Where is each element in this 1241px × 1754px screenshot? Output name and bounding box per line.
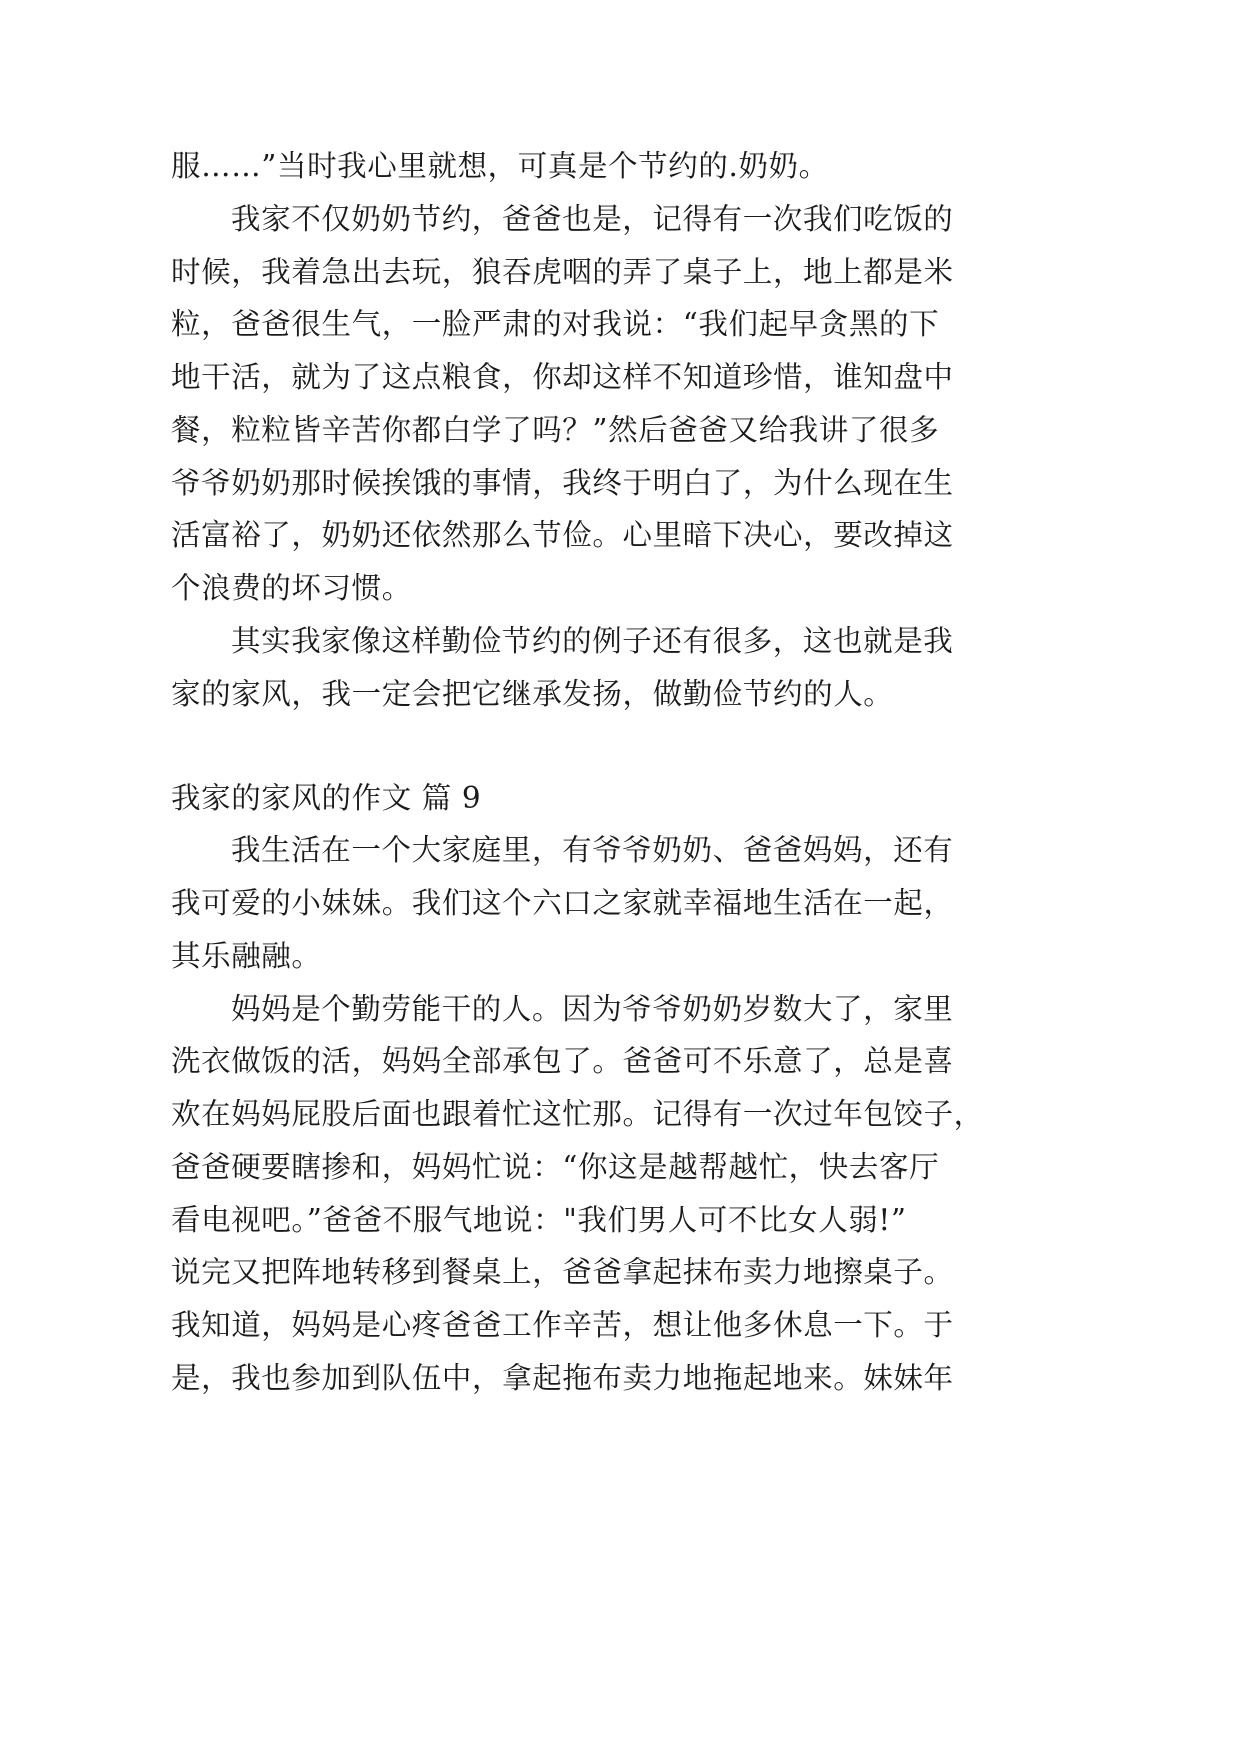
paragraph-start-line: 其实我家像这样勤俭节约的例子还有很多，这也就是我 (231, 624, 954, 658)
text-line: 爷爷奶奶那时候挨饿的事情，我终于明白了，为什么现在生 (171, 466, 954, 500)
text-line: 其乐融融。 (171, 939, 322, 973)
text-line: 个浪费的坏习惯。 (171, 571, 412, 605)
text-line: 餐，粒粒皆辛苦你都白学了吗？”然后爸爸又给我讲了很多 (171, 413, 940, 447)
text-line: 看电视吧。”爸爸不服气地说："我们男人可不比女人弱!” (171, 1203, 907, 1237)
paragraph-start-line: 妈妈是个勤劳能干的人。因为爷爷奶奶岁数大了，家里 (231, 992, 954, 1026)
text-line: 我知道，妈妈是心疼爸爸工作辛苦，想让他多休息一下。于 (171, 1308, 954, 1342)
text-line: 是，我也参加到队伍中，拿起拖布卖力地拖起地来。妹妹年 (171, 1361, 954, 1395)
text-line: 服……”当时我心里就想，可真是个节约的.奶奶。 (171, 149, 829, 183)
paragraph-start-line: 我生活在一个大家庭里，有爷爷奶奶、爸爸妈妈，还有 (231, 833, 954, 867)
text-line: 粒，爸爸很生气，一脸严肃的对我说：“我们起早贪黑的下 (171, 307, 940, 341)
text-line: 我可爱的小妹妹。我们这个六口之家就幸福地生活在一起， (171, 886, 954, 920)
text-line: 家的家风，我一定会把它继承发扬，做勤俭节约的人。 (171, 677, 894, 711)
text-line: 地干活，就为了这点粮食，你却这样不知道珍惜，谁知盘中 (171, 360, 954, 394)
text-line: 洗衣做饭的活，妈妈全部承包了。爸爸可不乐意了，总是喜 (171, 1044, 954, 1078)
text-line: 时候，我着急出去玩，狼吞虎咽的弄了桌子上，地上都是米 (171, 255, 954, 289)
paragraph-start-line: 我家不仅奶奶节约，爸爸也是，记得有一次我们吃饭的 (231, 202, 954, 236)
text-line: 说完又把阵地转移到餐桌上，爸爸拿起抹布卖力地擦桌子。 (171, 1255, 954, 1289)
text-line: 活富裕了，奶奶还依然那么节俭。心里暗下决心，要改掉这 (171, 518, 954, 552)
section-heading: 我家的家风的作文 篇 9 (171, 781, 482, 815)
text-line: 爸爸硬要瞎掺和，妈妈忙说：“你这是越帮越忙，快去客厅 (171, 1150, 940, 1184)
text-line: 欢在妈妈屁股后面也跟着忙这忙那。记得有一次过年包饺子， (171, 1097, 984, 1131)
